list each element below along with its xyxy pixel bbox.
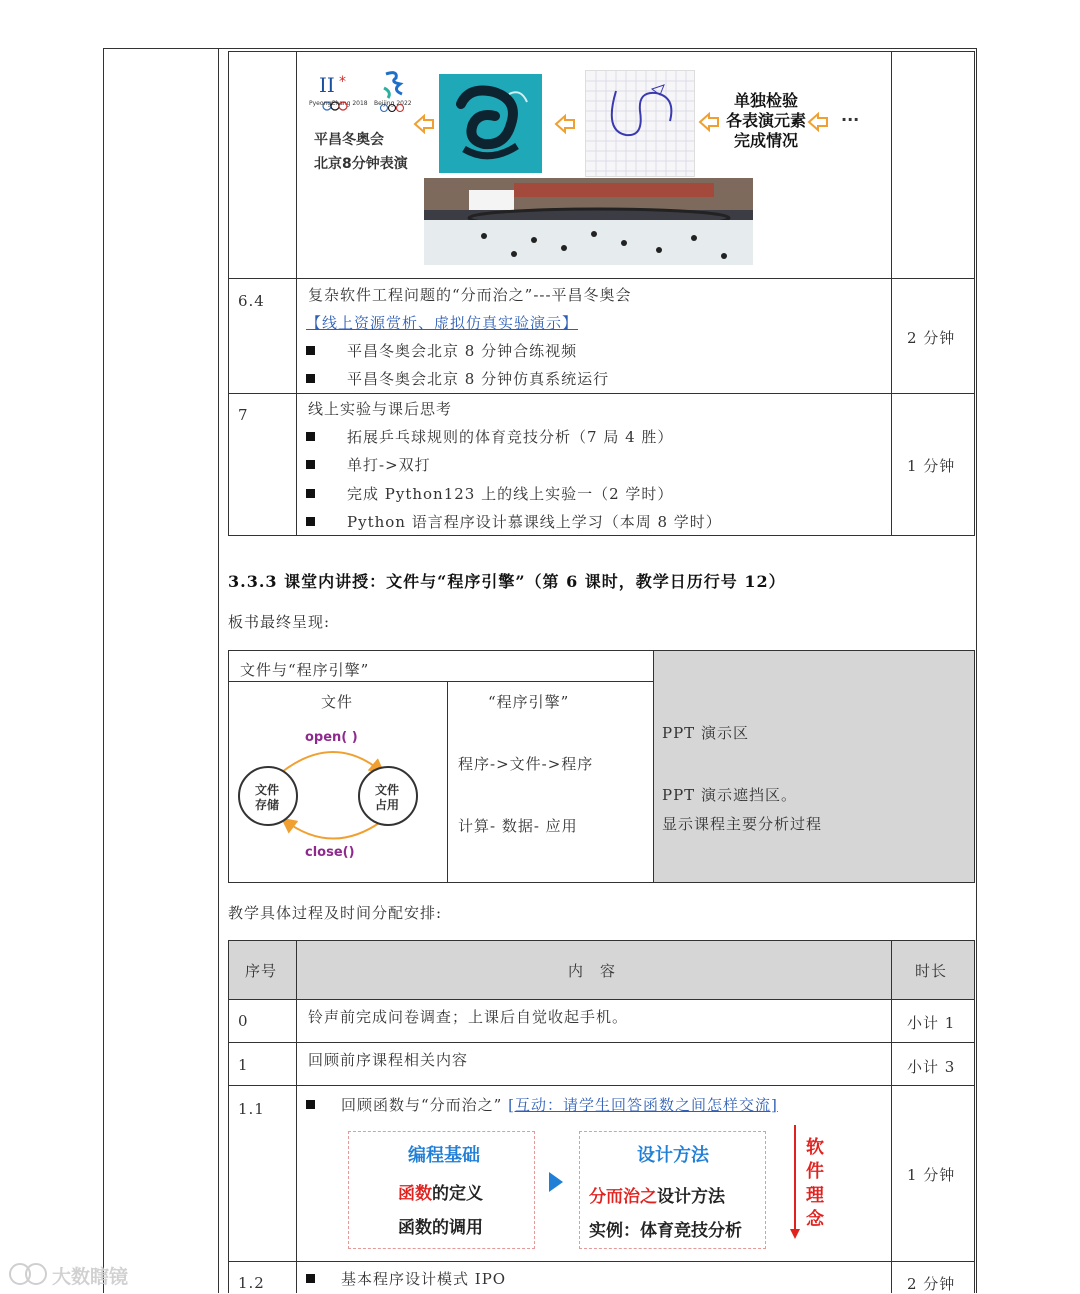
close-label: close() [305,845,355,860]
row-time: 2 分钟 [907,329,956,347]
row-content: 铃声前完成问卷调查；上课后自觉收起手机。 [308,1008,629,1026]
side-label-2: 件 [806,1161,824,1182]
side-label-4: 念 [806,1209,824,1230]
sports-example: 实例：体育竞技分析 [589,1221,742,1241]
outer-top-border [103,48,977,49]
watermark [8,1259,148,1289]
arrow-left-icon [554,113,576,135]
list-item: Python 语言程序设计慕课线上学习（本周 8 学时） [306,511,722,532]
ellipsis: ··· [841,110,860,129]
side-label-3: 理 [806,1185,824,1206]
arrow-left-icon [413,113,435,135]
open-label: open( ) [305,730,358,745]
row-number: 1.2 [238,1274,265,1292]
rehearsal-photo [424,178,753,265]
circle-left-line1: 文件 [255,783,280,797]
header-num: 序号 [245,962,278,980]
bullet-icon [306,489,315,498]
bullet-icon [306,374,315,383]
circle-right-line2: 占用 [375,798,400,812]
right-label-3: 完成情况 [734,131,799,150]
watermark-text: 大数瞎镜 [52,1266,129,1288]
bullet-icon [306,432,315,441]
board-mid-line1: 程序->文件->程序 [458,755,594,773]
bullet-icon [306,1100,315,1109]
watermark-logo-icon [8,1261,50,1287]
outer-inner-border [218,48,219,1293]
board-mid-line2: 计算- 数据- 应用 [458,817,578,835]
svg-text:II: II [319,73,335,97]
bullet-icon [306,1274,315,1283]
row-number: 6.4 [238,292,265,310]
divide-conquer: 分而治之设计方法 [589,1187,725,1207]
right-label-2: 各表演元素 [726,111,807,130]
beijing-logo-text: Beijing 2022 [374,100,412,107]
beijing-logo [372,68,416,114]
design-method-title: 设计方法 [637,1145,709,1166]
side-label-1: 软 [806,1137,824,1158]
list-item: 平昌冬奥会北京 8 分钟合练视频 [306,340,577,361]
function-call: 函数的调用 [398,1218,483,1238]
row-number: 1 [238,1056,249,1074]
outer-right-border [976,48,977,1293]
list-item: 拓展乒乓球规则的体育竞技分析（7 局 4 胜） [306,426,673,447]
section-heading: 3.3.3 课堂内讲授：文件与“程序引擎”（第 6 课时，教学日历行号 12） [228,572,786,591]
row-time: 1 分钟 [907,1166,956,1184]
board-title: 文件与“程序引擎” [240,661,370,679]
row-time: 小计 1 [907,1014,956,1032]
bullet-icon [306,517,315,526]
arrow-left-icon [698,111,720,133]
row-time: 2 分钟 [907,1275,956,1293]
ppt-line3: 显示课程主要分析过程 [662,815,823,833]
list-item: 完成 Python123 上的线上实验一（2 学时） [306,483,673,504]
performance-art-image [439,74,542,173]
programming-basics-title: 编程基础 [408,1145,480,1166]
header-time: 时长 [915,962,948,980]
ppt-line1: PPT 演示区 [662,724,749,742]
figure-caption-1: 平昌冬奥会 [314,132,384,148]
circle-right-line1: 文件 [375,783,400,797]
row-title: 复杂软件工程问题的“分而治之”---平昌冬奥会 [308,286,632,304]
row-time: 小计 3 [907,1058,956,1076]
figure-caption-2: 北京8分钟表演 [314,156,408,172]
board-left-header: 文件 [321,693,354,711]
circle-left-line2: 存储 [255,798,280,812]
arrow-right-icon [547,1168,565,1196]
list-item: 单打->双打 [306,454,431,475]
resource-link[interactable]: 【线上资源赏析、虚拟仿真实验演示】 [306,314,579,332]
arrow-down-icon [790,1125,800,1240]
interaction-link[interactable]: [互动：请学生回答函数之间怎样交流] [508,1096,778,1114]
list-item: 基本程序设计模式 IPO [306,1268,506,1289]
function-definition: 函数的定义 [398,1184,483,1204]
row-number: 7 [238,406,249,424]
row-number: 1.1 [238,1100,265,1118]
list-item: 平昌冬奥会北京 8 分钟仿真系统运行 [306,368,609,389]
list-item: 回顾函数与“分而治之” [互动：请学生回答函数之间怎样交流] [306,1094,778,1115]
row-content: 回顾前序课程相关内容 [308,1051,469,1069]
bullet-icon [306,346,315,355]
ppt-line2: PPT 演示遮挡区。 [662,786,797,804]
pyeongchang-logo [313,70,359,114]
row-title: 线上实验与课后思考 [308,400,453,418]
arrow-left-icon [807,111,829,133]
pyeongchang-logo-text: PyeongChang 2018 [309,100,368,107]
row-number: 0 [238,1012,249,1030]
right-label-1: 单独检验 [734,91,799,110]
board-label: 板书最终呈现: [228,613,331,631]
trajectory-grid-image [585,70,695,177]
outer-left-border [103,48,104,1293]
header-content: 内 容 [568,962,617,980]
board-mid-header: “程序引擎” [488,693,570,711]
process-label: 教学具体过程及时间分配安排: [228,904,443,922]
svg-text:*: * [339,74,346,90]
ppt-area [653,650,974,882]
bullet-icon [306,460,315,469]
row-time: 1 分钟 [907,457,956,475]
